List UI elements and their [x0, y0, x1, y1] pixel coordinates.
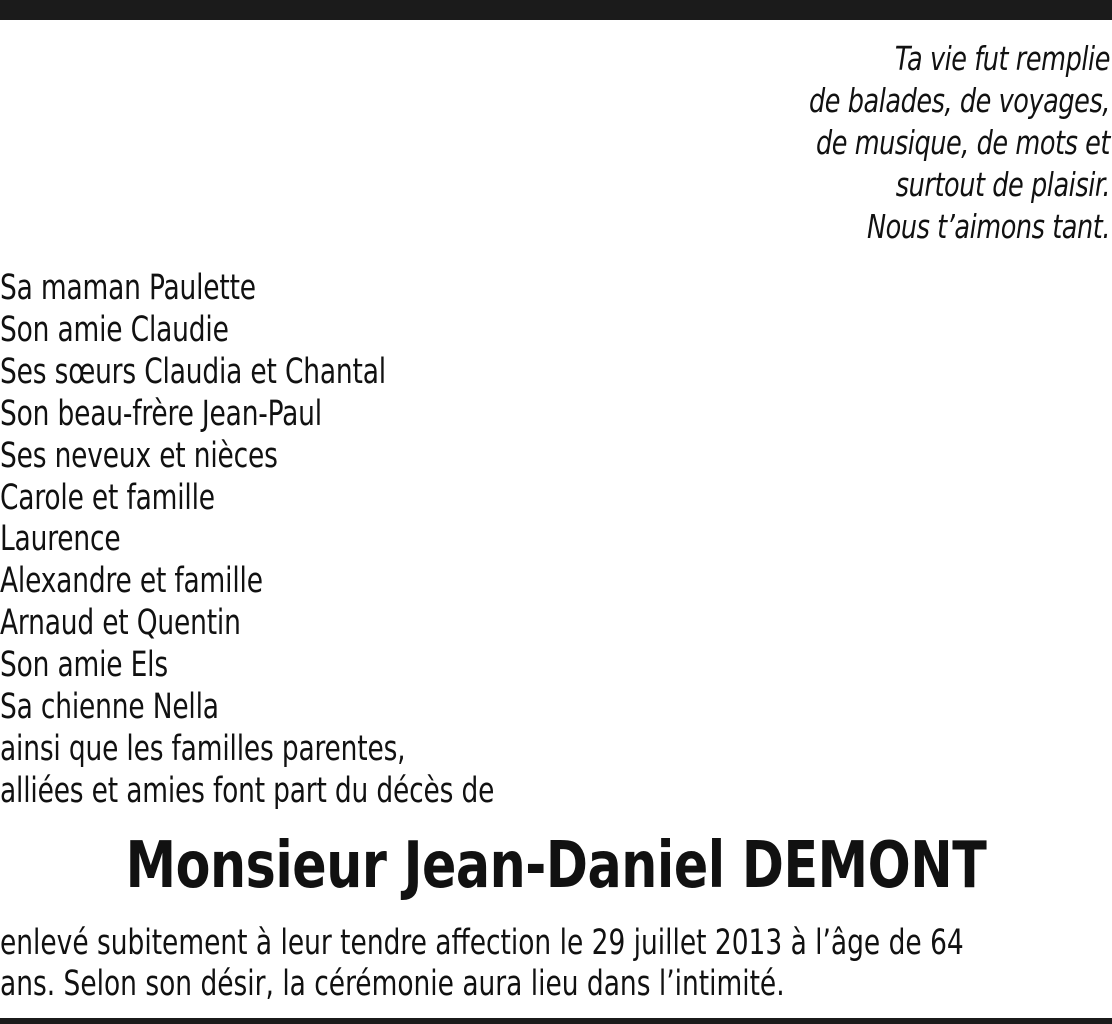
closing-line: enlevé subitement à leur tendre affection le 29 juillet 2013 à l’âge de 64 [0, 923, 964, 963]
quote-line: de musique, de mots et [815, 123, 1110, 162]
family-line: Ses neveux et nièces [0, 435, 278, 476]
family-line: Laurence [0, 519, 121, 560]
quote-line: Ta vie fut remplie [894, 39, 1110, 78]
family-list [0, 268, 494, 813]
closing-line: ans. Selon son désir, la cérémonie aura lieu dans l’intimité. [0, 964, 785, 1004]
quote-line: de balades, de voyages, [808, 81, 1110, 120]
closing-text [0, 923, 964, 1005]
family-line: Son amie Claudie [0, 309, 229, 350]
family-line: Son beau-frère Jean-Paul [0, 393, 322, 434]
family-line: Sa maman Paulette [0, 268, 256, 308]
family-line: Arnaud et Quentin [0, 603, 241, 644]
family-line: Son amie Els [0, 645, 168, 686]
family-line: ainsi que les familles parentes, [0, 728, 406, 769]
family-line: alliées et amies font part du décès de [0, 770, 495, 811]
family-line: Ses sœurs Claudia et Chantal [0, 351, 386, 392]
quote-line: surtout de plaisir. [895, 165, 1110, 204]
quote-line: Nous t’aimons tant. [866, 207, 1110, 246]
family-line: Sa chienne Nella [0, 687, 219, 728]
top-rule [0, 0, 1112, 20]
family-line: Alexandre et famille [0, 561, 263, 602]
bottom-rule [0, 1018, 1112, 1024]
deceased-name: Monsieur Jean-Daniel DEMONT [125, 829, 987, 903]
epitaph-quote [508, 38, 1110, 248]
family-line: Carole et famille [0, 477, 215, 518]
